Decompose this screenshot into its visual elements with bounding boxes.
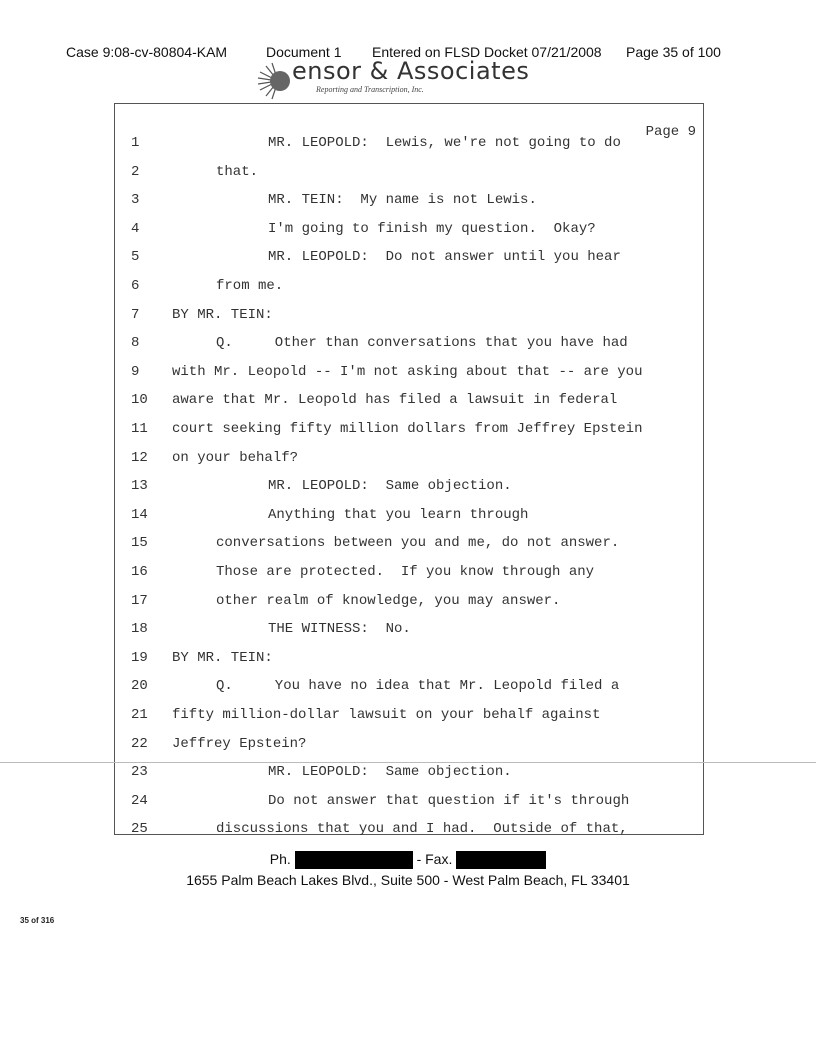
line-number: 8 [131,335,140,352]
line-text: THE WITNESS: No. [268,621,411,638]
line-text: Q. You have no idea that Mr. Leopold filed a [216,678,620,695]
transcript-line [0,793,816,821]
line-text: Jeffrey Epstein? [172,735,307,752]
page-counter: 35 of 316 [20,916,55,925]
line-text: court seeking fifty million dollars from Jeffrey Epstein [172,421,643,437]
line-number: 23 [131,764,148,781]
transcript-line [0,507,816,535]
line-text: MR. LEOPOLD: Same objection. [268,764,512,781]
entered-label: Entered on FLSD Docket 07/21/2008 [372,44,602,60]
line-number: 17 [131,592,148,609]
transcript-line [0,736,816,764]
line-number: 19 [131,649,148,666]
transcript-page-number: Page 9 [645,124,696,140]
document-label: Document 1 [266,44,342,60]
transcript-line [0,621,816,649]
line-text: on your behalf? [172,449,299,466]
line-number: 13 [131,478,148,495]
line-number: 15 [131,535,148,552]
line-text: that. [216,163,259,180]
line-text: MR. LEOPOLD: Lewis, we're not going to do [268,135,621,151]
transcript-line [0,221,816,249]
line-text: BY MR. TEIN: [172,649,273,666]
transcript-line [0,135,816,163]
line-text: BY MR. TEIN: [172,306,273,323]
transcript-line [0,364,816,392]
line-number: 6 [131,278,140,294]
transcript-line [0,650,816,678]
transcript-line [0,421,816,449]
line-number: 5 [131,249,140,266]
line-text: MR. TEIN: My name is not Lewis. [268,192,537,209]
line-number: 24 [131,792,148,809]
redaction-box [295,851,413,869]
company-name: ensor & Associates [292,57,530,85]
line-text: conversations between you and me, do not answer. [216,535,620,552]
line-number: 25 [131,821,148,838]
transcript-line [0,164,816,192]
line-number: 11 [131,421,148,437]
line-number: 9 [131,363,140,380]
line-number: 18 [131,621,148,638]
line-text: aware that Mr. Leopold has filed a lawsuit in federal [172,392,618,409]
transcript-line [0,564,816,592]
case-number: Case 9:08-cv-80804-KAM [66,44,228,60]
line-text: Anything that you learn through [268,506,529,523]
line-number: 21 [131,707,148,723]
line-number: 2 [131,163,140,180]
company-tagline: Reporting and Transcription, Inc. [316,85,424,94]
line-number: 1 [131,135,140,151]
line-number: 12 [131,449,148,466]
line-text: I'm going to finish my question. Okay? [268,220,596,237]
transcript-line [0,678,816,706]
reporter-logo [258,57,588,102]
line-text: Q. Other than conversations that you have had [216,335,628,352]
line-text: with Mr. Leopold -- I'm not asking about that -- are you [172,363,643,380]
line-text: MR. LEOPOLD: Do not answer until you hear [268,249,621,266]
line-number: 10 [131,392,148,409]
line-number: 16 [131,564,148,580]
transcript-line [0,450,816,478]
line-text: Those are protected. If you know through any [216,564,595,580]
line-text: Do not answer that question if it's through [268,792,630,809]
transcript-line [0,707,816,735]
transcript-line [0,821,816,849]
line-text: fifty million-dollar lawsuit on your behalf against [172,707,601,723]
transcript-line [0,335,816,363]
line-text: MR. LEOPOLD: Same objection. [268,478,512,495]
transcript-line [0,593,816,621]
line-number: 14 [131,506,148,523]
transcript-line [0,392,816,420]
transcript-line [0,278,816,306]
transcript-line [0,307,816,335]
fax-label: - Fax. [416,851,453,867]
line-number: 3 [131,192,140,209]
line-number: 20 [131,678,148,695]
redaction-box [456,851,546,869]
page-of-label: Page 35 of 100 [626,44,721,60]
transcript-line [0,478,816,506]
line-text: from me. [216,278,284,294]
transcript-line [0,249,816,277]
line-text: discussions that you and I had. Outside of that, [216,821,628,838]
line-number: 4 [131,220,140,237]
line-text: other realm of knowledge, you may answer. [216,592,561,609]
line-number: 22 [131,735,148,752]
office-address: 1655 Palm Beach Lakes Blvd., Suite 500 - West Palm Beach, FL 33401 [186,872,630,888]
transcript-line [0,192,816,220]
contact-line [0,851,816,869]
transcript-line [0,764,816,792]
line-number: 7 [131,306,140,323]
transcript-line [0,535,816,563]
phone-label: Ph. [269,851,291,867]
